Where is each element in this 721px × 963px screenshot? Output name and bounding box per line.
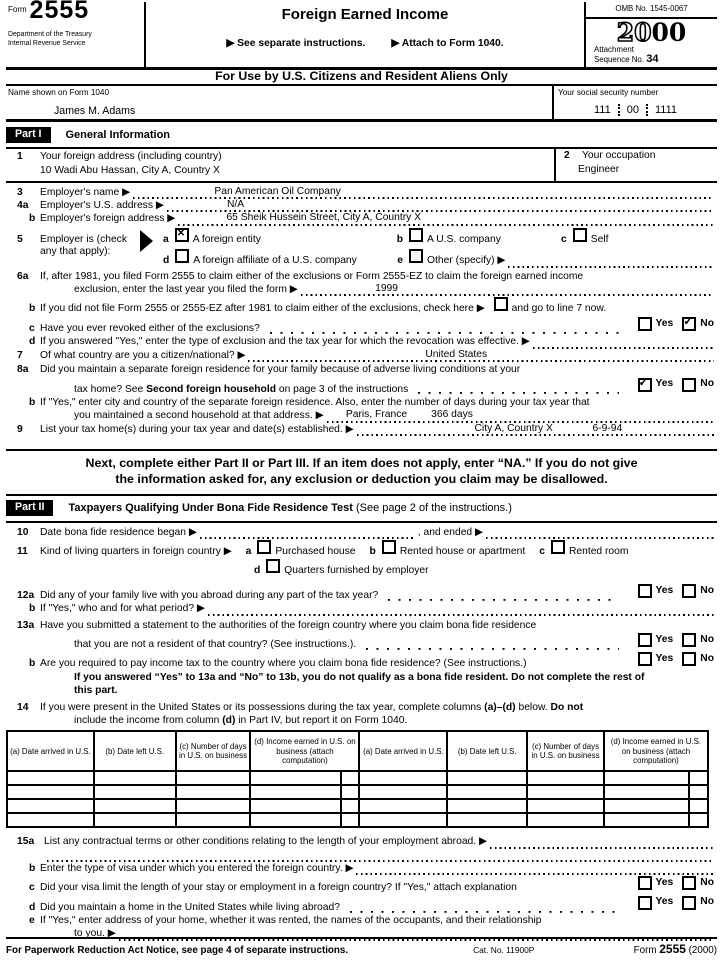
- table-cell[interactable]: [527, 785, 604, 799]
- attachment-number: 34: [646, 53, 659, 66]
- line9-text: List your tax home(s) during your tax year and date(s) established. ▶: [40, 423, 354, 435]
- line15a-input-line2[interactable]: [47, 850, 714, 862]
- checkbox-5c-self[interactable]: [573, 228, 587, 242]
- line6b-num: b: [29, 303, 36, 315]
- table-cell[interactable]: [447, 771, 527, 785]
- line13-note-line1: If you answered “Yes” to 13a and “No” to 13b, you do not qualify as a bona fide resident. Do not complete the rest of: [74, 671, 645, 683]
- catalog-number: Cat. No. 11900P: [473, 944, 535, 955]
- checkbox-12a-no[interactable]: [682, 584, 696, 598]
- table-row: [7, 813, 708, 827]
- line15e-num: e: [29, 915, 35, 927]
- name-field[interactable]: James M. Adams: [54, 104, 136, 117]
- table-cell[interactable]: [527, 813, 604, 827]
- line13a-num: 13a: [17, 619, 35, 631]
- line7-input[interactable]: [248, 350, 714, 362]
- table-cell[interactable]: [7, 771, 94, 785]
- table-cell[interactable]: [359, 771, 447, 785]
- line15d-num: d: [29, 901, 36, 913]
- checkbox-15c-yes[interactable]: [638, 876, 652, 890]
- ssn-label: Your social security number: [558, 88, 659, 98]
- checkbox-5e-other[interactable]: [409, 249, 423, 263]
- table-cell[interactable]: [176, 813, 251, 827]
- notice-line1: Next, complete either Part II or Part III. If an item does not apply, enter “NA.” If you do not give: [85, 456, 638, 471]
- line6c-text: Have you ever revoked either of the exclusions?: [40, 322, 260, 334]
- line11-label: Kind of living quarters in foreign country ▶: [40, 545, 232, 557]
- line12b-text: If "Yes," who and for what period? ▶: [40, 603, 205, 615]
- table-cell-cents[interactable]: [689, 785, 708, 799]
- see-instructions-note: ▶ See separate instructions.: [226, 38, 366, 50]
- line8a-yes-label: Yes: [655, 378, 674, 390]
- line12b-input[interactable]: [208, 604, 714, 616]
- table-row: [7, 785, 708, 799]
- checkbox-12a-yes[interactable]: [638, 584, 652, 598]
- line6a-num: 6a: [17, 270, 29, 282]
- dot-leader: [366, 641, 618, 651]
- form-footer-id: [634, 943, 717, 957]
- line14-num: 14: [17, 701, 29, 713]
- line13a-no-label: No: [700, 633, 714, 645]
- table-cell[interactable]: [447, 785, 527, 799]
- line12a-text: Did any of your family live with you abroad during any part of the tax year?: [40, 589, 379, 601]
- checkbox-6c-no[interactable]: ✓: [682, 317, 696, 331]
- line9-value2: 6-9-94: [592, 422, 623, 434]
- table-cell[interactable]: [604, 771, 689, 785]
- line13b-text: Are you required to pay income tax to the country where you claim bona fide residence? (See instructions.): [40, 658, 527, 670]
- tax-year: [586, 18, 717, 48]
- form-word: Form: [8, 5, 27, 14]
- table-cell-cents[interactable]: [341, 799, 359, 813]
- part1-tag: Part I: [6, 127, 51, 142]
- line3-value: Pan American Oil Company: [214, 185, 341, 197]
- line5-label2: any that apply):: [40, 246, 111, 258]
- line1-2-box: [6, 147, 717, 183]
- year-outline: 20: [616, 18, 652, 48]
- checkbox-8a-no[interactable]: [682, 378, 696, 392]
- line4a-input[interactable]: [167, 200, 714, 212]
- col-a-header-2: (a) Date arrived in U.S.: [359, 731, 447, 771]
- line5a-label: A foreign entity: [192, 233, 261, 245]
- footer-form-year: (2000): [688, 944, 717, 956]
- usage-band: For Use by U.S. Citizens and Resident Aliens Only: [6, 70, 717, 86]
- table-cell[interactable]: [604, 799, 689, 813]
- line6a-value: 1999: [375, 283, 399, 295]
- notice-line2: the information asked for, any exclusion or deduction you claim may be disallowed.: [115, 471, 608, 486]
- col-d-header-1: (d) Income earned in U.S. on business (attach computation): [250, 731, 359, 771]
- line5a-letter: a: [163, 233, 169, 245]
- line6c-yes-label: Yes: [655, 317, 674, 329]
- ssn-part1: 111: [593, 103, 611, 116]
- line14-table: [6, 730, 709, 828]
- line14-text2b: (d): [222, 715, 236, 726]
- attach-note: ▶ Attach to Form 1040.: [391, 38, 504, 50]
- line15d-yes-label: Yes: [655, 896, 674, 908]
- line10-label1: Date bona fide residence began ▶: [40, 526, 197, 538]
- checkbox-8a-yes[interactable]: ✓: [638, 378, 652, 392]
- line11a-label: Purchased house: [275, 545, 356, 557]
- line4a-value: N/A: [226, 199, 245, 211]
- checkbox-13a-no[interactable]: [682, 633, 696, 647]
- paperwork-notice: For Paperwork Reduction Act Notice, see page 4 of separate instructions.: [6, 944, 349, 956]
- line11d-letter: d: [254, 565, 261, 577]
- line15b-input[interactable]: [356, 863, 714, 875]
- line2-num: 2: [564, 149, 570, 161]
- table-cell[interactable]: [250, 799, 341, 813]
- line13-note-line2: this part.: [74, 685, 118, 697]
- line8a-num: 8a: [17, 364, 29, 376]
- line13b-no-label: No: [700, 653, 714, 665]
- line1-num: 1: [17, 150, 23, 162]
- line15c-no-label: No: [700, 877, 714, 889]
- line8b-text1: If "Yes," enter city and country of the separate foreign residence. Also, enter the number of days during your tax year that: [40, 396, 590, 408]
- line14-text1b: (a)–(d): [484, 701, 516, 713]
- line4b-input[interactable]: [178, 214, 714, 226]
- line4b-num: b: [29, 213, 36, 225]
- line13a-text1: Have you submitted a statement to the authorities of the foreign country where you claim bona fide residence: [40, 619, 537, 631]
- line8b-value2: 366 days: [431, 409, 473, 421]
- line13b-yes-label: Yes: [655, 653, 674, 665]
- line11a-letter: a: [245, 545, 252, 557]
- checkbox-15d-no[interactable]: [682, 896, 696, 910]
- ssn-field[interactable]: [558, 104, 713, 116]
- table-cell[interactable]: [94, 813, 176, 827]
- line7-value: United States: [425, 348, 488, 360]
- midform-notice: [6, 449, 717, 496]
- form-title-block: [146, 2, 584, 67]
- page-footer: [6, 937, 717, 957]
- line14-text2c: in Part IV, but report it on Form 1040.: [235, 715, 408, 726]
- part1-header: [6, 127, 715, 142]
- line15a-num: 15a: [17, 836, 35, 848]
- col-d-header-2: (d) Income earned in U.S. on business (attach computation): [604, 731, 708, 771]
- table-cell[interactable]: [250, 771, 341, 785]
- line12a-yes-label: Yes: [655, 584, 674, 596]
- table-cell-cents[interactable]: [341, 771, 359, 785]
- line4b-label: Employer's foreign address ▶: [40, 213, 176, 225]
- line6a-input[interactable]: [301, 284, 714, 296]
- checkbox-11b-rented-house[interactable]: [382, 540, 396, 554]
- form-header: [6, 2, 717, 70]
- checkbox-13b-no[interactable]: [682, 652, 696, 666]
- checkbox-6b-check-here[interactable]: [494, 297, 508, 311]
- line5e-input[interactable]: [508, 256, 714, 268]
- line5b-letter: b: [396, 233, 404, 245]
- line6a-text2: exclusion, enter the last year you filed the form ▶: [74, 284, 298, 296]
- line12a-no-label: No: [700, 584, 714, 596]
- line15e-text2: to you. ▶: [74, 928, 116, 940]
- line11c-label: Rented room: [568, 545, 629, 557]
- dept-line2: Internal Revenue Service: [8, 39, 86, 47]
- omb-number: OMB No. 1545-0067: [586, 2, 717, 19]
- line8a-text2a: tax home? See: [74, 383, 147, 395]
- line5c-letter: c: [561, 233, 567, 245]
- line7-num: 7: [17, 349, 23, 361]
- table-cell-cents[interactable]: [341, 813, 359, 827]
- line15c-num: c: [29, 882, 35, 894]
- line8b-text2: you maintained a second household at that address. ▶: [74, 410, 324, 422]
- line10-num: 10: [17, 526, 29, 538]
- part1-content: [6, 147, 717, 436]
- table-cell[interactable]: [176, 771, 251, 785]
- attachment-line1: Attachment: [594, 45, 634, 55]
- line5-num: 5: [17, 233, 23, 245]
- line5-label1: Employer is (check: [40, 233, 127, 245]
- line4a-num: 4a: [17, 200, 29, 212]
- col-b-header-1: (b) Date left U.S.: [94, 731, 176, 771]
- line1-label: Your foreign address (including country): [40, 150, 222, 162]
- line14-text1d: Do not: [550, 701, 584, 713]
- ssn-part2: 00: [618, 104, 646, 116]
- line13a-text2: that you are not a resident of that country? (See instructions.).: [74, 638, 357, 650]
- line7-text: Of what country are you a citizen/national? ▶: [40, 349, 246, 361]
- form-number: 2555: [29, 0, 90, 24]
- checkbox-5a-foreign-entity[interactable]: ✕: [175, 228, 189, 242]
- table-cell[interactable]: [176, 799, 251, 813]
- line9-num: 9: [17, 423, 23, 435]
- table-cell[interactable]: [447, 813, 527, 827]
- form-id-block: [6, 2, 146, 67]
- table-cell[interactable]: [250, 813, 341, 827]
- line15a-input[interactable]: [490, 837, 714, 849]
- checkbox-11a-purchased-house[interactable]: [257, 540, 271, 554]
- part2-header: [6, 496, 717, 522]
- line5b-label: A U.S. company: [427, 233, 501, 245]
- table-cell[interactable]: [7, 785, 94, 799]
- table-cell[interactable]: [359, 799, 447, 813]
- line15c-text: Did your visa limit the length of your stay or employment in a foreign country? If "Yes," attach explanation: [40, 882, 517, 894]
- checkbox-13b-yes[interactable]: [638, 652, 652, 666]
- line10-began-input[interactable]: [200, 527, 415, 539]
- line5e-letter: e: [397, 255, 404, 267]
- table-cell[interactable]: [7, 799, 94, 813]
- line12b-num: b: [29, 603, 36, 615]
- table-cell-cents[interactable]: [689, 771, 708, 785]
- part2-tag: Part II: [6, 500, 53, 515]
- checkbox-13a-yes[interactable]: [638, 633, 652, 647]
- year-solid: 00: [651, 18, 687, 48]
- checkbox-11c-rented-room[interactable]: [551, 540, 565, 554]
- table-cell[interactable]: [447, 799, 527, 813]
- line15e-text1: If "Yes," enter address of your home, whether it was rented, the names of the occupants, and their relationship: [40, 915, 542, 927]
- line6d-input[interactable]: [533, 337, 714, 349]
- line14-text1c: below.: [515, 701, 551, 713]
- checkbox-6c-yes[interactable]: [638, 317, 652, 331]
- line8a-text1: Did you maintain a separate foreign residence for your family because of adverse living conditions at your: [40, 364, 521, 376]
- col-a-header-1: (a) Date arrived in U.S.: [7, 731, 94, 771]
- checkbox-11d-employer-quarters[interactable]: [266, 559, 280, 573]
- line8b-input[interactable]: [327, 411, 715, 423]
- dot-leader: [270, 325, 619, 335]
- col-c-header-1: (c) Number of days in U.S. on business: [176, 731, 251, 771]
- line5e-label: Other (specify) ▶: [427, 255, 506, 267]
- table-cell[interactable]: [94, 771, 176, 785]
- line3-label: Employer's name ▶: [40, 186, 131, 198]
- checkbox-5d-foreign-affiliate[interactable]: [175, 249, 189, 263]
- line2-input[interactable]: Engineer: [578, 164, 620, 176]
- line6d-num: d: [29, 336, 36, 348]
- table-cell[interactable]: [527, 771, 604, 785]
- line6c-num: c: [29, 322, 35, 334]
- table-cell-cents[interactable]: [689, 813, 708, 827]
- dot-leader: [388, 592, 618, 602]
- line6c-no-label: No: [700, 317, 714, 329]
- line6b-text2: and go to line 7 now.: [511, 303, 607, 315]
- line1-input[interactable]: 10 Wadi Abu Hassan, City A, Country X: [40, 165, 220, 177]
- col-b-header-2: (b) Date left U.S.: [447, 731, 527, 771]
- dept-line1: Department of the Treasury: [8, 31, 92, 39]
- line15a-text: List any contractual terms or other conditions relating to the length of your employment abroad. ▶: [44, 836, 487, 848]
- line8b-num: b: [29, 396, 36, 408]
- line9-value1: City A, Country X: [474, 422, 553, 434]
- line9-input[interactable]: [357, 424, 714, 436]
- line5d-letter: d: [163, 255, 170, 267]
- table-cell[interactable]: [359, 813, 447, 827]
- omb-block: [584, 2, 717, 67]
- table-cell[interactable]: [250, 785, 341, 799]
- line8a-text2c: on page 3 of the instructions: [275, 383, 409, 395]
- form-title: Foreign Earned Income: [281, 6, 449, 23]
- part1-title: General Information: [65, 128, 171, 141]
- arrow-icon: [140, 230, 153, 252]
- table-cell[interactable]: [604, 785, 689, 799]
- line3-input[interactable]: [133, 187, 714, 199]
- table-cell[interactable]: [359, 785, 447, 799]
- table-row: [7, 771, 708, 785]
- footer-form-number: 2555: [659, 941, 686, 956]
- name-ssn-row: [6, 86, 717, 122]
- checkbox-15d-yes[interactable]: [638, 896, 652, 910]
- line8a-text2b: Second foreign household: [146, 383, 276, 395]
- line11d-label: Quarters furnished by employer: [284, 565, 429, 577]
- table-cell-cents[interactable]: [689, 799, 708, 813]
- line4b-value: 65 Sheik Hussein Street, City A, Country X: [226, 212, 422, 224]
- part2-title: Taxpayers Qualifying Under Bona Fide Residence Test: [68, 501, 353, 514]
- attachment-line2: Sequence No.: [594, 55, 645, 65]
- line6a-text1: If, after 1981, you filed Form 2555 to claim either of the exclusions or Form 2555-EZ to claim the foreign earned income: [40, 270, 584, 282]
- line8a-no-label: No: [700, 378, 714, 390]
- line15b-text: Enter the type of visa under which you entered the foreign country. ▶: [40, 862, 354, 874]
- line13b-num: b: [29, 658, 36, 670]
- line5d-label: A foreign affiliate of a U.S. company: [193, 255, 357, 267]
- checkbox-15c-no[interactable]: [682, 876, 696, 890]
- line10-ended-input[interactable]: [486, 527, 714, 539]
- line15b-num: b: [29, 862, 36, 874]
- line11-num: 11: [17, 545, 28, 557]
- line14-text1a: If you were present in the United States or its possessions during the tax year, complete columns: [40, 701, 485, 713]
- line12a-num: 12a: [17, 589, 35, 601]
- line15d-no-label: No: [700, 896, 714, 908]
- table-cell[interactable]: [94, 785, 176, 799]
- table-row: [7, 799, 708, 813]
- table-cell-cents[interactable]: [341, 785, 359, 799]
- line15d-text: Did you maintain a home in the United States while living abroad?: [40, 901, 340, 913]
- line11c-letter: c: [539, 545, 545, 557]
- line10-label2: , and ended ▶: [417, 526, 483, 538]
- line11b-label: Rented house or apartment: [399, 545, 526, 557]
- table-cell[interactable]: [176, 785, 251, 799]
- line6b-text1: If you did not file Form 2555 or 2555-EZ after 1981 to claim either of the exclusions, check here ▶: [40, 303, 485, 315]
- line13a-yes-label: Yes: [655, 633, 674, 645]
- line11b-letter: b: [369, 545, 376, 557]
- table-cell[interactable]: [7, 813, 94, 827]
- table-cell[interactable]: [94, 799, 176, 813]
- line2-label: Your occupation: [582, 149, 656, 161]
- line14-text2a: include the income from column: [74, 715, 223, 726]
- part2-title-suffix: (See page 2 of the instructions.): [355, 501, 512, 514]
- dot-leader: [418, 386, 618, 396]
- line3-num: 3: [17, 186, 23, 198]
- checkbox-5b-us-company[interactable]: [409, 228, 423, 242]
- line5c-label: Self: [590, 233, 609, 245]
- footer-form-word: Form: [633, 944, 657, 956]
- line4a-label: Employer's U.S. address ▶: [40, 200, 164, 212]
- ssn-part3: 1111: [646, 104, 684, 116]
- name-label: Name shown on Form 1040: [8, 88, 110, 98]
- col-c-header-2: (c) Number of days in U.S. on business: [527, 731, 604, 771]
- line6d-text: If you answered "Yes," enter the type of exclusion and the tax year for which the revocation was effective. ▶: [40, 336, 530, 348]
- table-cell[interactable]: [527, 799, 604, 813]
- table-cell[interactable]: [604, 813, 689, 827]
- line15c-yes-label: Yes: [655, 877, 674, 889]
- dot-leader: [350, 904, 619, 914]
- line8b-value1: Paris, France: [345, 409, 408, 421]
